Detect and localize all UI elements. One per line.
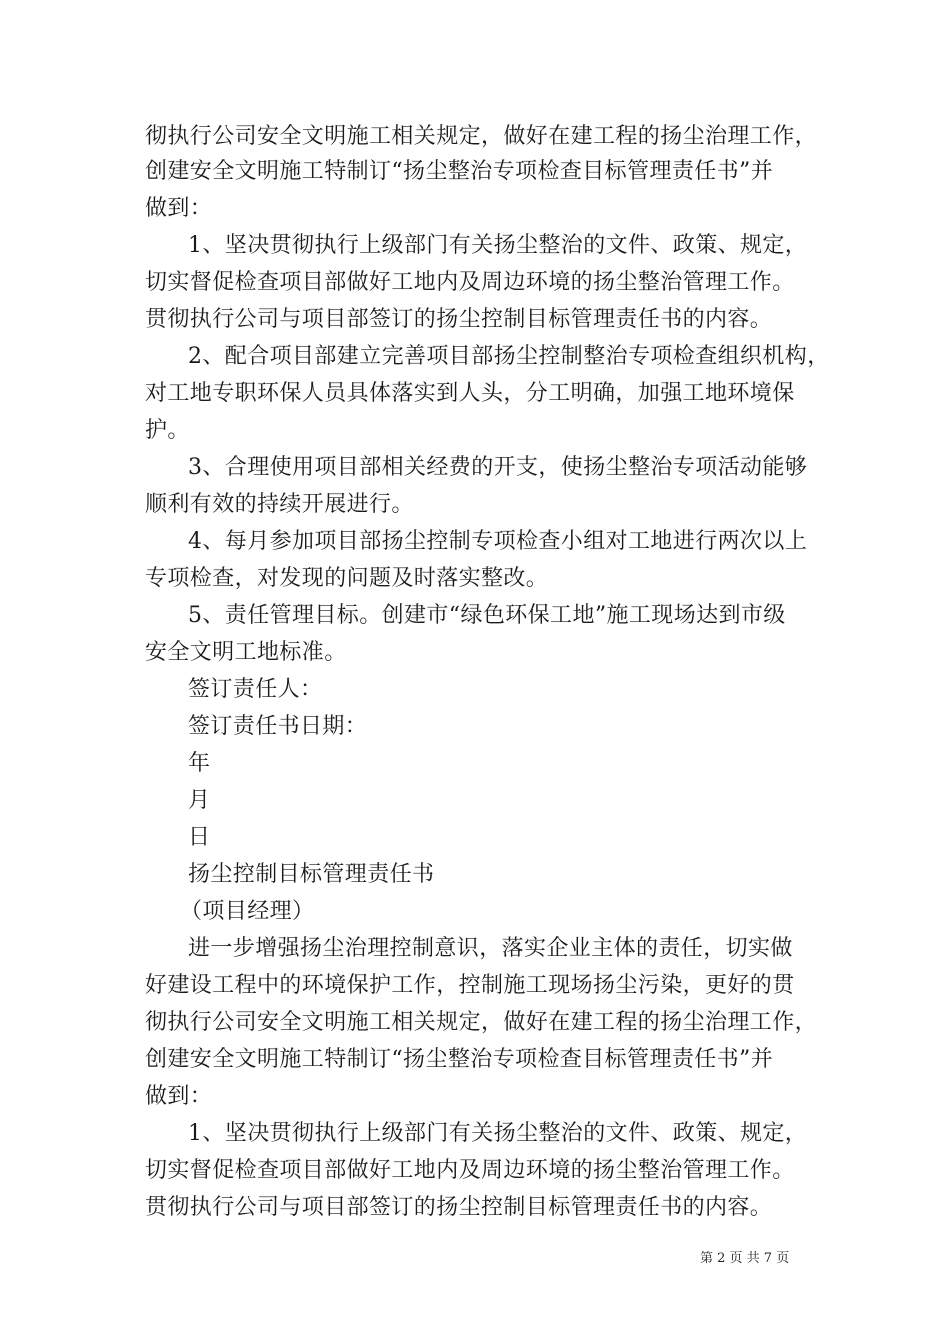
section-title: 扬尘控制目标管理责任书	[188, 862, 435, 887]
text-line: 顺利有效的持续开展进行。	[145, 492, 414, 517]
text-line: 年	[188, 751, 211, 776]
text-line: 创建安全文明施工特制订“扬尘整治专项检查目标管理责任书”并	[145, 159, 774, 184]
text-line: 安全文明工地标准。	[145, 640, 347, 665]
text-line: 进一步增强扬尘治理控制意识，落实企业主体的责任，切实做	[188, 936, 793, 961]
text-line: 切实督促检查项目部做好工地内及周边环境的扬尘整治管理工作。	[145, 1158, 795, 1183]
text-line: 彻执行公司安全文明施工相关规定，做好在建工程的扬尘治理工作，	[145, 1010, 818, 1035]
text-line: 贯彻执行公司与项目部签订的扬尘控制目标管理责任书的内容。	[145, 1195, 773, 1220]
text-line: 创建安全文明施工特制订“扬尘整治专项检查目标管理责任书”并	[145, 1047, 774, 1072]
text-line: 做到：	[145, 196, 213, 221]
text-line: 好建设工程中的环境保护工作，控制施工现场扬尘污染，更好的贯	[145, 973, 795, 998]
text-line: 4、每月参加项目部扬尘控制专项检查小组对工地进行两次以上	[188, 529, 808, 554]
text-line: 护。	[145, 418, 190, 443]
text-line: 1、坚决贯彻执行上级部门有关扬尘整治的文件、政策、规定，	[188, 1121, 808, 1146]
text-line: 日	[188, 825, 211, 850]
text-line: 切实督促检查项目部做好工地内及周边环境的扬尘整治管理工作。	[145, 270, 795, 295]
text-line: 5、责任管理目标。创建市“绿色环保工地”施工现场达到市级	[188, 603, 786, 628]
text-line: 对工地专职环保人员具体落实到人头，分工明确，加强工地环境保	[145, 381, 795, 406]
text-line: 签订责任书日期：	[188, 714, 368, 739]
text-line: 2、配合项目部建立完善项目部扬尘控制整治专项检查组织机构，	[188, 344, 830, 369]
section-subtitle: （项目经理）	[180, 899, 315, 924]
text-line: 3、合理使用项目部相关经费的开支，使扬尘整治专项活动能够	[188, 455, 808, 480]
text-line: 1、坚决贯彻执行上级部门有关扬尘整治的文件、政策、规定，	[188, 233, 808, 258]
text-line: 贯彻执行公司与项目部签订的扬尘控制目标管理责任书的内容。	[145, 307, 773, 332]
text-line: 月	[188, 788, 211, 813]
text-line: 彻执行公司安全文明施工相关规定，做好在建工程的扬尘治理工作，	[145, 124, 818, 149]
text-line: 做到：	[145, 1084, 213, 1109]
text-line: 签订责任人：	[188, 677, 323, 702]
page-number: 第 2 页 共 7 页	[700, 1251, 790, 1266]
text-line: 专项检查，对发现的问题及时落实整改。	[145, 566, 549, 591]
